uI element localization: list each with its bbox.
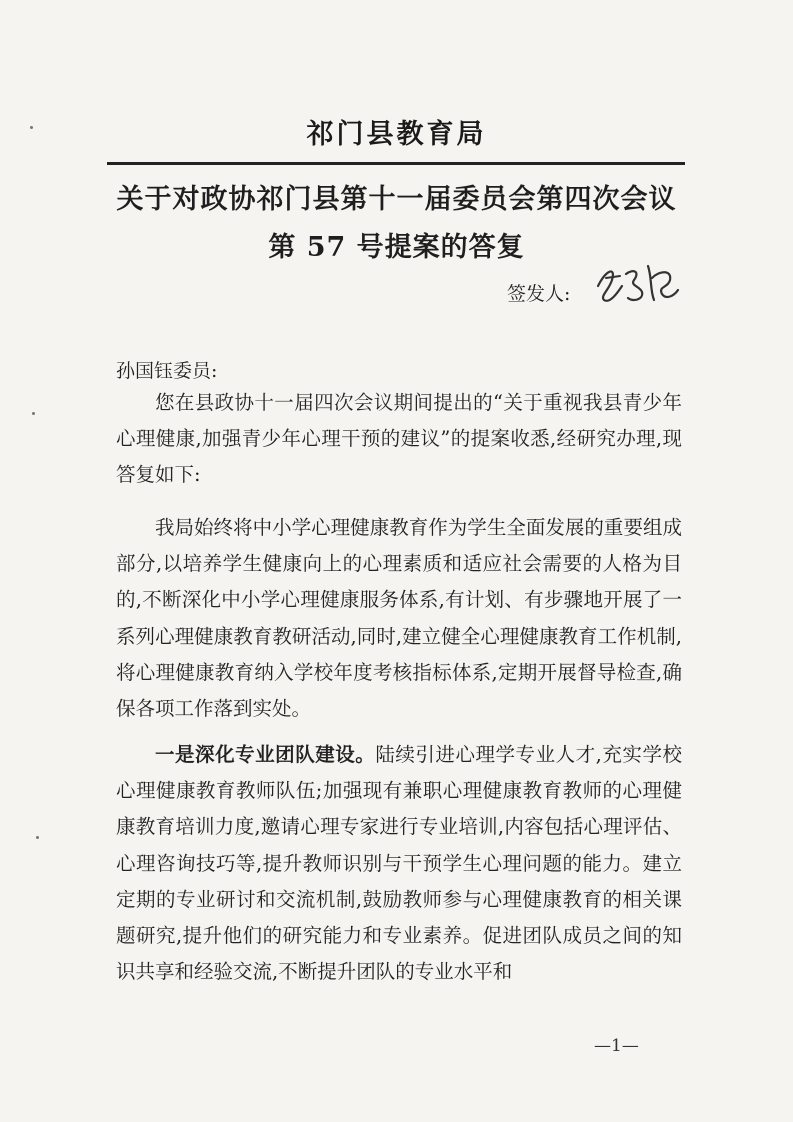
header-divider [107,162,685,165]
paragraph-2: 我局始终将中小学心理健康教育作为学生全面发展的重要组成部分,以培养学生健康向上的心理素质和适应社会需要的人格为目的,不断深化中小学心理健康服务体系,有计划、有步骤地开展了一系列心理健康教育教研活动,同时,建立健全心理健康教育工作机制,将心理健康教育纳入学校年度考核指标体系,定期开展督导检查,确保各项工作落到实处。 [116,516,682,721]
scan-speck [32,412,35,415]
handwritten-signature [592,256,682,308]
paragraph-1: 您在县政协十一届四次会议期间提出的“关于重视我县青少年心理健康,加强青少年心理干预的建议”的提案收悉,经研究办理,现答复如下: [116,391,682,487]
issuing-organization: 祁门县教育局 [306,119,487,150]
scan-speck [36,836,39,839]
signer-label: 签发人: [507,283,571,305]
document-title-line-2: 第 57 号提案的答复 [268,232,525,263]
document-title-line-1: 关于对政协祁门县第十一届委员会第四次会议 [116,184,677,215]
salutation: 孙国钰委员: [116,360,218,382]
page-number: —1— [594,1036,639,1056]
paragraph-3-body: 陆续引进心理学专业人才,充实学校心理健康教育教师队伍;加强现有兼职心理健康教育教师的心理健康教育培训力度,邀请心理专家进行专业培训,内容包括心理评估、心理咨询技巧等,提升教师识别与干预学生心理问题的能力。建立定期的专业研讨和交流机制,鼓励教师参与心理健康教育的相关课题研究,提升他们的研究能力和专业素养。促进团队成员之间的知识共享和经验交流,不断提升团队的专业水平和 [116,743,682,984]
paragraph-3-lead: 一是深化专业团队建设。 [155,743,376,766]
paragraph-3 [116,737,682,990]
